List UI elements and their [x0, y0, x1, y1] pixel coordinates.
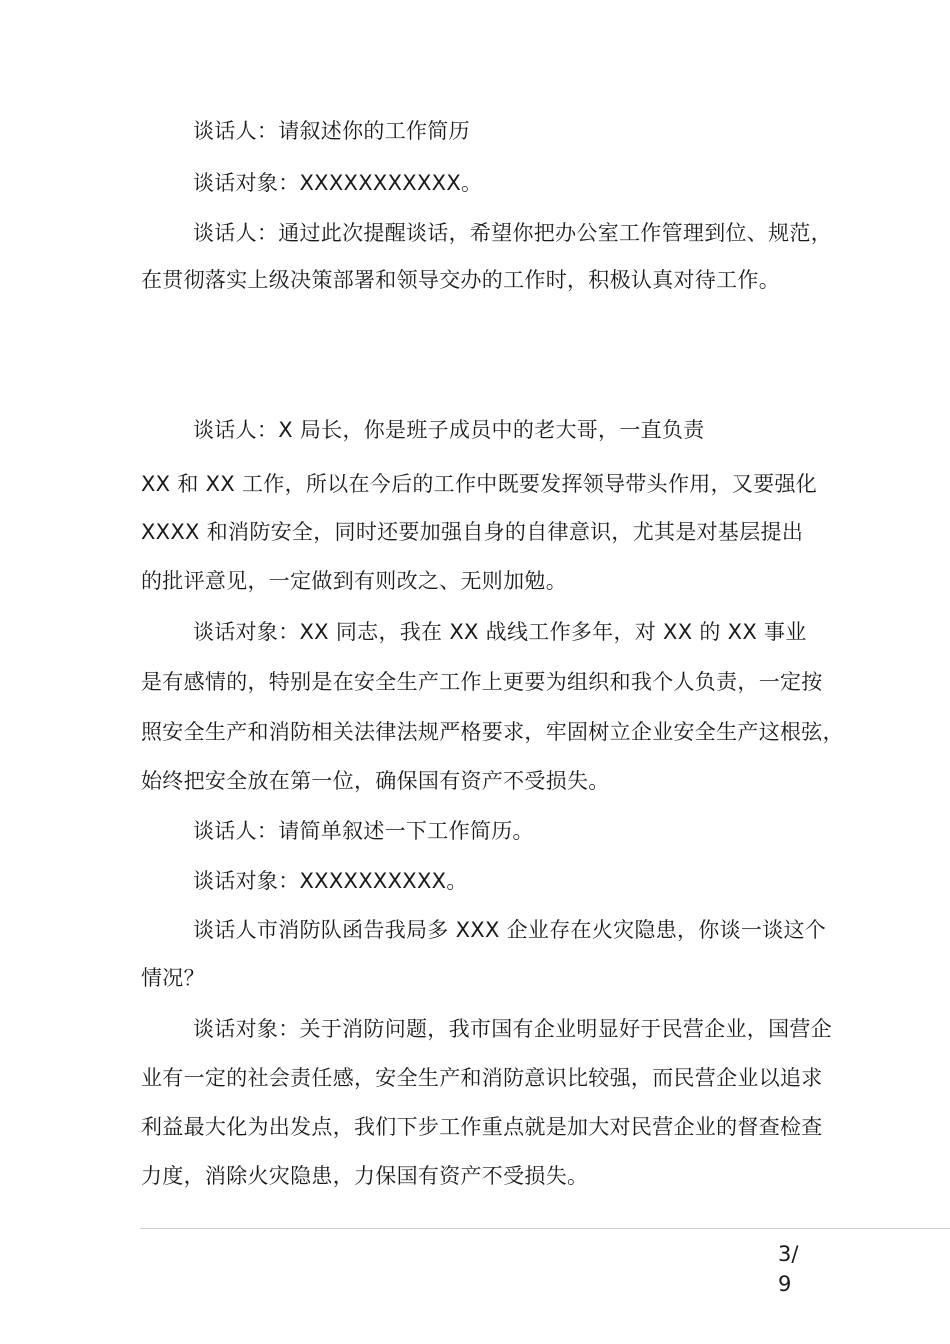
text-line: 利益最大化为出发点，我们下步工作重点就是加大对民营企业的督查检查	[141, 1115, 823, 1139]
text-line: 的批评意见，一定做到有则改之、无则加勉。	[141, 569, 567, 593]
text-line: 照安全生产和消防相关法律法规严格要求，牢固树立企业安全生产这根弦，	[141, 720, 844, 744]
text-line: 谈话对象：关于消防问题，我市国有企业明显好于民营企业，国营企	[193, 1017, 832, 1041]
text-line: XXXX 和消防安全，同时还要加强自身的自律意识，尤其是对基层提出	[141, 520, 804, 544]
page-number-top: 3/	[778, 1242, 799, 1266]
text-line: 谈话对象：XXXXXXXXXX。	[193, 869, 468, 893]
text-line: 是有感情的，特别是在安全生产工作上更要为组织和我个人负责，一定按	[141, 670, 823, 694]
text-line: 谈话人：请简单叙述一下工作简历。	[193, 819, 534, 843]
text-line: 谈话人：请叙述你的工作简历	[193, 119, 470, 143]
text-line: 谈话对象：XX 同志，我在 XX 战线工作多年，对 XX 的 XX 事业	[193, 620, 807, 644]
text-line: 谈话对象：XXXXXXXXXXX。	[193, 171, 483, 195]
text-line: 谈话人市消防队函告我局多 XXX 企业存在火灾隐患，你谈一谈这个	[193, 918, 827, 942]
text-line: XX 和 XX 工作，所以在今后的工作中既要发挥领导带头作用，又要强化	[141, 472, 818, 496]
page-number-bottom: 9	[778, 1272, 792, 1296]
text-line: 业有一定的社会责任感，安全生产和消防意识比较强，而民营企业以追求	[141, 1066, 823, 1090]
text-line: 情况？	[141, 966, 205, 990]
text-line: 谈话人：通过此次提醒谈话，希望你把办公室工作管理到位、规范，	[193, 221, 832, 245]
text-line: 始终把安全放在第一位，确保国有资产不受损失。	[141, 769, 610, 793]
text-line: 力度，消除火灾隐患，力保国有资产不受损失。	[141, 1164, 589, 1188]
text-line: 在贯彻落实上级决策部署和领导交办的工作时，积极认真对待工作。	[141, 268, 780, 292]
text-line: 谈话人：X 局长，你是班子成员中的老大哥，一直负责	[193, 418, 705, 442]
footer-divider	[140, 1228, 950, 1229]
